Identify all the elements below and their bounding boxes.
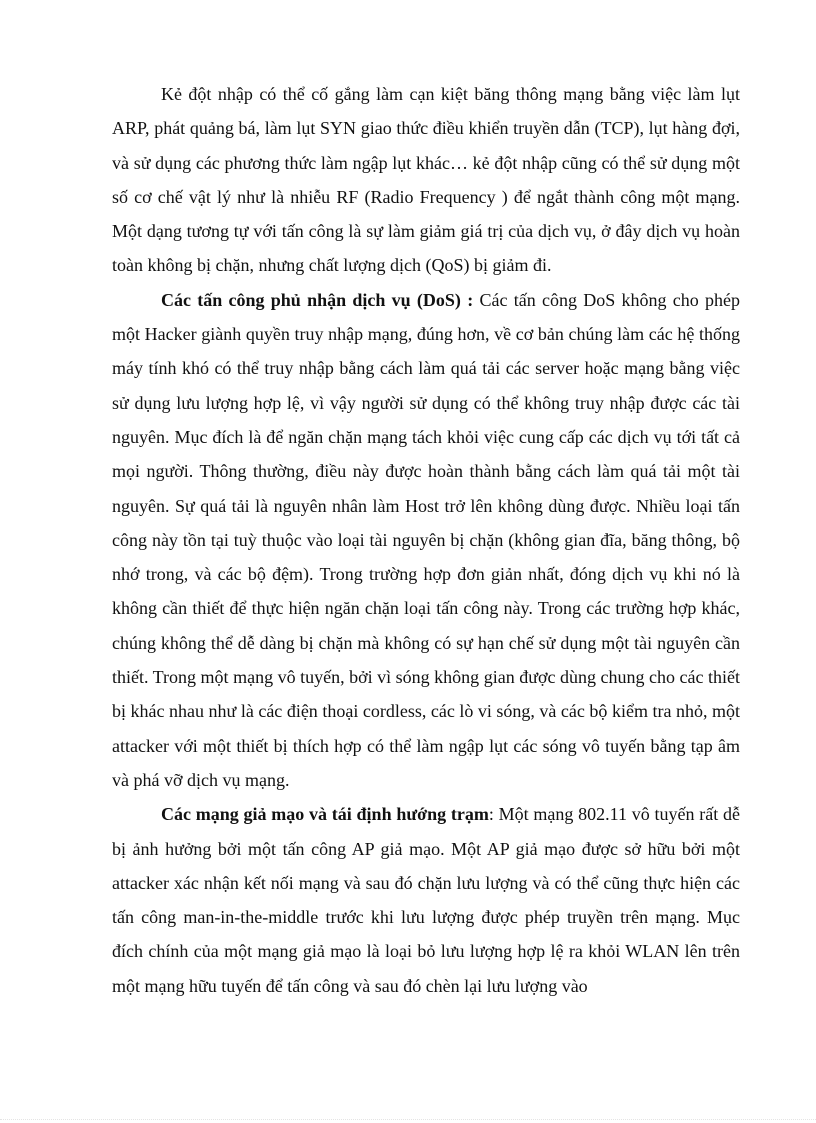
paragraph-bandwidth-attack <box>112 77 740 283</box>
paragraph-heading: Các tấn công phủ nhận dịch vụ (DoS) : <box>161 289 474 310</box>
paragraph-text: Các tấn công DoS không cho phép một Hacker giành quyền truy nhập mạng, đúng hơn, về cơ bản chúng làm các hệ thống máy tính khó có thể truy nhập bằng cách làm quá tải các server hoặc mạng bằng việc sử dụng lưu lượng hợp lệ, vì vậy người sử dụng có thể không truy nhập được các tài nguyên. Mục đích là để ngăn chặn mạng tách khỏi việc cung cấp các dịch vụ tới tất cả mọi người. Thông thường, điều này được hoàn thành bằng cách làm quá tải một tài nguyên. Sự quá tải là nguyên nhân làm Host trở lên không dùng được. Nhiều loại tấn công này tồn tại tuỳ thuộc vào loại tài nguyên bị chặn (không gian đĩa, băng thông, bộ nhớ trong, và các bộ đệm). Trong trường hợp đơn giản nhất, đóng dịch vụ khi nó là không cần thiết để thực hiện ngăn chặn loại tấn công này. Trong các trường hợp khác, chúng không thể dễ dàng bị chặn mà không có sự hạn chế sử dụng một tài nguyên cần thiết. Trong một mạng vô tuyến, bởi vì sóng không gian được dùng chung cho các thiết bị khác nhau như là các điện thoại cordless, các lò vi sóng, và các bộ kiểm tra nhỏ, một attacker với một thiết bị thích hợp có thể làm ngập lụt các sóng vô tuyến bằng tạp âm và phá vỡ dịch vụ mạng. <box>112 289 741 790</box>
paragraph-rogue-networks <box>112 797 740 1003</box>
paragraph-heading: Các mạng giả mạo và tái định hướng trạm <box>161 804 489 825</box>
document-page <box>112 77 740 1003</box>
paragraph-dos-attacks <box>112 283 740 797</box>
page-bottom-divider <box>0 1119 816 1120</box>
paragraph-text: Kẻ đột nhập có thể cố gắng làm cạn kiệt băng thông mạng bằng việc làm lụt ARP, phát quảng bá, làm lụt SYN giao thức điều khiển truyền dẫn (TCP), lụt hàng đợi, và sử dụng các phương thức làm ngập lụt khác… kẻ đột nhập cũng có thể sử dụng một số cơ chế vật lý như là nhiễu RF (Radio Frequency ) để ngắt thành công một mạng. Một dạng tương tự với tấn công là sự làm giảm giá trị của dịch vụ, ở đây dịch vụ hoàn toàn không bị chặn, nhưng chất lượng dịch (QoS) bị giảm đi. <box>112 84 740 276</box>
paragraph-text: : Một mạng 802.11 vô tuyến rất dễ bị ảnh hưởng bởi một tấn công AP giả mạo. Một AP giả mạo được sở hữu bởi một attacker xác nhận kết nối mạng và sau đó chặn lưu lượng và có thể cũng thực hiện các tấn công man-in-the-middle trước khi lưu lượng được phép truyền trên mạng. Mục đích chính của một mạng giả mạo là loại bỏ lưu lượng hợp lệ ra khỏi WLAN lên trên một mạng hữu tuyến để tấn công và sau đó chèn lại lưu lượng vào <box>112 804 740 996</box>
